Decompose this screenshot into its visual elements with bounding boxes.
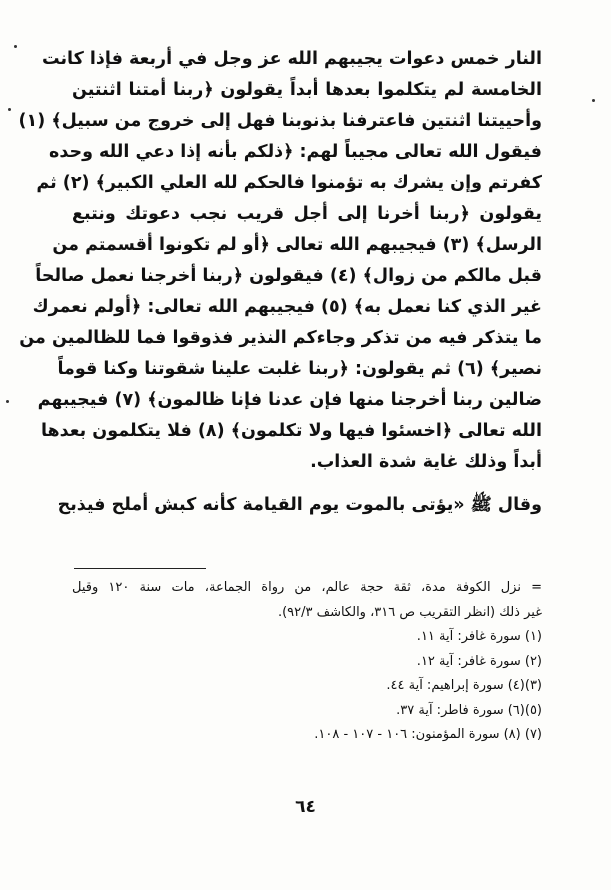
footnote-item: (٢) سورة غافر: آية ١٢.	[416, 653, 542, 669]
text-line: فيقول الله تعالى مجيباً لهم: ﴿ذلكم بأنه إذا دعي الله وحده	[49, 142, 542, 162]
text-line: وأحييتنا اثنتين فاعترفنا بذنوبنا فهل إلى خروج من سبيل﴾ (١)	[18, 111, 542, 131]
text-line: النار خمس دعوات يجيبهم الله عز وجل في أربعة فإذا كانت	[41, 49, 542, 69]
footnote-item: (٧) (٨) سورة المؤمنون: ١٠٦ - ١٠٧ - ١٠٨.	[314, 727, 542, 742]
footnotes-block	[72, 576, 542, 748]
text-line: الرسل﴾ (٣) فيجيبهم الله تعالى ﴿أو لم تكونوا أقسمتم من	[52, 235, 542, 255]
text-line: قبل مالكم من زوال﴾ (٤) فيقولون ﴿ربنا أخرجنا نعمل صالحاً	[35, 266, 542, 286]
text-line: غير الذي كنا نعمل به﴾ (٥) فيجيبهم الله تعالى: ﴿أولم نعمرك	[32, 297, 542, 317]
footnote-carryover-line: غير ذلك (انظر التقريب ص ٣١٦، والكاشف ٩٢/٣).	[277, 604, 542, 620]
text-line: ضالين ربنا أخرجنا منها فإن عدنا فإنا ظالمون﴾ (٧) فيجيبهم	[37, 390, 542, 410]
text-line: الخامسة لم يتكلموا بعدها أبداً يقولون ﴿ربنا أمتنا اثنتين	[72, 80, 542, 100]
paragraph-end-line: أبداً وذلك غاية شدة العذاب.	[310, 452, 542, 472]
paragraph-gap	[72, 478, 542, 490]
text-line: كفرتم وإن يشرك به تؤمنوا فالحكم لله العلي الكبير﴾ (٢) ثم	[36, 173, 542, 193]
footnote-separator	[74, 568, 206, 569]
margin-speck	[14, 45, 17, 48]
footnote-item: (٥)(٦) سورة فاطر: آية ٣٧.	[396, 702, 542, 718]
text-line: الله تعالى ﴿اخسئوا فيها ولا تكلمون﴾ (٨) فلا يتكلمون بعدها	[40, 421, 542, 441]
margin-speck	[8, 108, 11, 111]
margin-speck	[592, 99, 595, 102]
main-text-block	[18, 44, 542, 521]
footnote-carryover-line: = نزل الكوفة مدة، ثقة حجة عالم، من رواة الجماعة، مات سنة ١٢٠ وقيل	[72, 580, 542, 595]
text-line: ما يتذكر فيه من تذكر وجاءكم النذير فذوقوا فما للظالمين من	[19, 328, 542, 348]
page-number: ٦٤	[295, 797, 316, 817]
text-line: نصير﴾ (٦) ثم يقولون: ﴿ربنا غلبت علينا شقوتنا وكنا قوماً	[57, 359, 542, 379]
hadith-continuation-line: وقال ﷺ «يؤتى بالموت يوم القيامة كأنه كبش أملح فيذبح	[57, 495, 542, 515]
text-line: يقولون ﴿ربنا أخرنا إلى أجل قريب نجب دعوتك ونتبع	[72, 204, 542, 224]
footnote-item: (١) سورة غافر: آية ١١.	[416, 629, 542, 644]
footnote-item: (٣)(٤) سورة إبراهيم: آية ٤٤.	[386, 678, 542, 693]
margin-speck	[6, 400, 9, 403]
